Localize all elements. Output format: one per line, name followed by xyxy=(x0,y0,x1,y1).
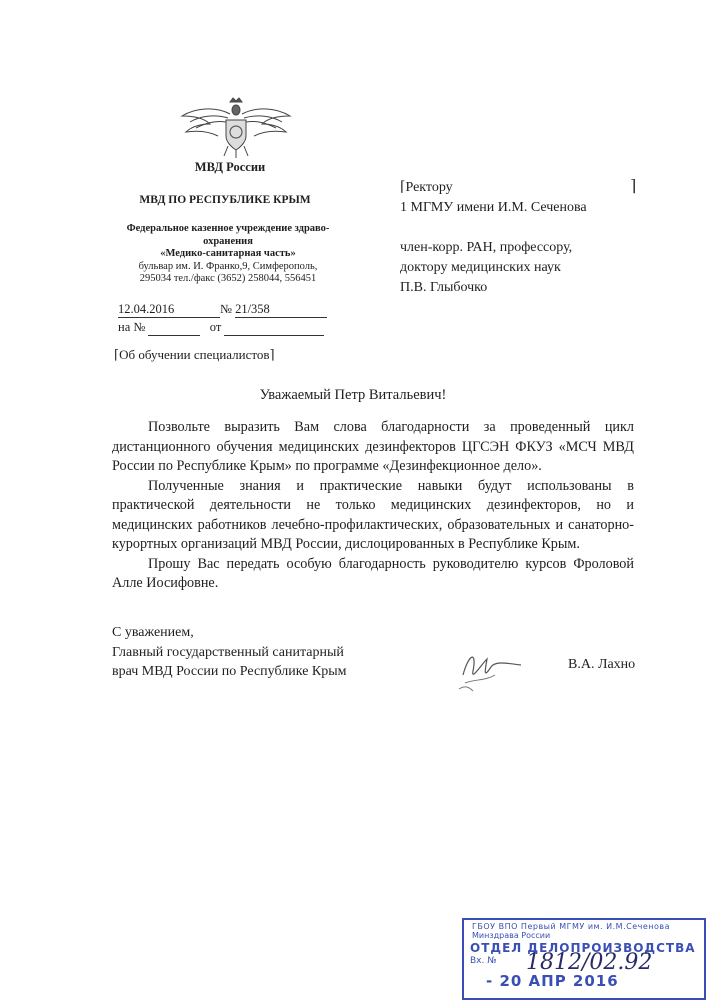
addressee-spacer xyxy=(400,218,587,238)
stamp-org: ГБОУ ВПО Первый МГМУ им. И.М.Сеченова xyxy=(472,922,671,931)
reply-to-label: на № xyxy=(118,320,146,334)
stamp-incoming-label: Вх. № xyxy=(470,956,497,966)
department-name: МВД ПО РЕСПУБЛИКЕ КРЫМ xyxy=(139,194,311,206)
body-paragraph: Прошу Вас передать особую благодарность руководителю курсов Фроловой Алле Иосифовне. xyxy=(112,555,634,591)
stamp-ministry: Минздрава России xyxy=(472,931,551,940)
reply-date-blank xyxy=(224,320,324,336)
institution-line: «Медико-санитарная часть» xyxy=(160,248,296,259)
bracket-right: ⌉ xyxy=(269,347,275,362)
stamp-date: - 20 АПР 2016 xyxy=(486,972,619,990)
closing-line: С уважением, xyxy=(112,625,194,640)
outgoing-number: 21/358 xyxy=(235,302,327,318)
emblem-icon xyxy=(180,96,292,158)
closing-block xyxy=(112,623,347,682)
signer-name: В.А. Лахно xyxy=(568,657,636,672)
body-paragraph: Позвольте выразить Вам слова благодарности за проведенный цикл дистанционного обучения медицинских дезинфекторов ЦГСЭН ФКУЗ «МСЧ МВД России по Республике Крым» по программе «Дезинфекционное дело». xyxy=(112,419,634,474)
ministry-name: МВД России xyxy=(194,160,266,174)
stamp-department: ОТДЕЛ ДЕЛОПРОИЗВОДСТВА xyxy=(470,941,696,955)
addressee-line: доктору медицинских наук xyxy=(400,260,561,275)
from-label: от xyxy=(209,320,222,334)
number-prefix: № xyxy=(220,302,232,316)
closing-line: врач МВД России по Республике Крым xyxy=(112,664,347,679)
registration-reply xyxy=(118,320,324,336)
incoming-registration-stamp xyxy=(462,918,706,1000)
institution-line: Федеральное казенное учреждение здраво- xyxy=(126,223,330,234)
address-line: 295034 тел./факс (3652) 258044, 556451 xyxy=(139,273,317,284)
addressee-block xyxy=(400,178,587,298)
addressee-line: член-корр. РАН, профессору, xyxy=(400,240,573,255)
greeting: Уважаемый Петр Витальевич! xyxy=(259,387,447,403)
handwritten-signature xyxy=(455,645,525,695)
bracket-left: ⌈ xyxy=(114,347,120,362)
addressee-line: 1 МГМУ имени И.М. Сеченова xyxy=(400,200,587,215)
closing-line: Главный государственный санитарный xyxy=(112,644,344,660)
institution-block xyxy=(112,223,344,286)
stamp-incoming-number: 1812/02.92 xyxy=(526,950,653,975)
registration-date-number xyxy=(118,302,327,318)
bracket-left: ⌈ xyxy=(400,180,406,195)
body-paragraph: Полученные знания и практические навыки будут использованы в практической деятельности не только медицинских дезинфекторов, но и медицинских работников лечебно-профилактических, образовательных и санаторно-курортных организаций МВД России, дислоцированных в Республике Крым. xyxy=(112,477,634,552)
letter-body xyxy=(112,418,634,594)
institution-line: охранения xyxy=(203,235,253,247)
subject-line xyxy=(114,347,275,363)
address-line: бульвар им. И. Франко,9, Симферополь, xyxy=(138,260,318,272)
subject-text: Об обучении специалистов xyxy=(119,347,270,362)
bracket-right: ⌉ xyxy=(630,178,637,195)
addressee-line: ⌈Ректору xyxy=(400,180,453,195)
reply-number-blank xyxy=(148,320,200,336)
outgoing-date: 12.04.2016 xyxy=(118,302,220,318)
addressee-line: П.В. Глыбочко xyxy=(400,280,488,295)
